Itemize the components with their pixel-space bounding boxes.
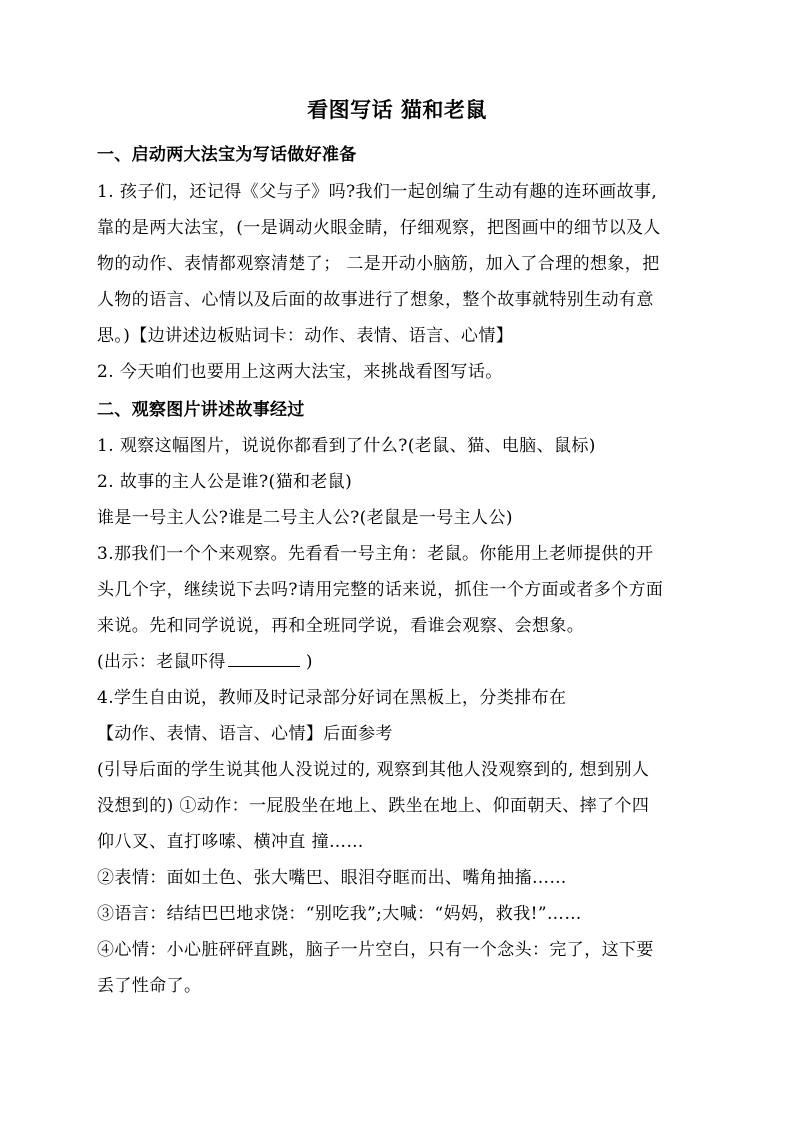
section-2-heading: 二、观察图片讲述故事经过 bbox=[97, 400, 305, 420]
prompt-prefix: (出示：老鼠吓得 bbox=[97, 652, 226, 672]
paragraph-line: 丢了性命了。 bbox=[97, 976, 202, 996]
paragraph-line: ②表情：面如土色、张大嘴巴、眼泪夺眶而出、嘴角抽搐…… bbox=[97, 868, 567, 888]
paragraph-line: (引导后面的学生说其他人没说过的, 观察到其他人没观察到的, 想到别人 bbox=[97, 760, 650, 780]
fill-in-blank bbox=[228, 652, 300, 667]
paragraph-line: ③语言：结结巴巴地求饶：“别吃我”;大喊：“妈妈，救我!”…… bbox=[97, 904, 582, 924]
prompt-line bbox=[97, 647, 313, 672]
paragraph-line: 物的动作、表情都观察清楚了； 二是开动小脑筋，加入了合理的想象，把 bbox=[97, 254, 660, 274]
paragraph-line: 人物的语言、心情以及后面的故事进行了想象，整个故事就特别生动有意 bbox=[97, 290, 654, 310]
paragraph-line: 谁是一号主人公?谁是二号主人公?(老鼠是一号主人公) bbox=[97, 508, 513, 528]
paragraph-line: 思。)【边讲述边板贴词卡：动作、表情、语言、心情】 bbox=[97, 326, 514, 346]
paragraph-line: 头几个字，继续说下去吗?请用完整的话来说，抓住一个方面或者多个方面 bbox=[97, 580, 664, 600]
paragraph-line: 1. 孩子们，还记得《父与子》吗?我们一起创编了生动有趣的连环画故事, bbox=[97, 182, 658, 202]
paragraph-line: 没想到的) ①动作：一屁股坐在地上、跌坐在地上、仰面朝天、摔了个四 bbox=[97, 796, 650, 816]
paragraph-line: 来说。先和同学说说，再和全班同学说，看谁会观察、会想象。 bbox=[97, 616, 585, 636]
paragraph-line: 3.那我们一个个来观察。先看看一号主角：老鼠。你能用上老师提供的开 bbox=[97, 544, 654, 564]
paragraph-line: 4.学生自由说，教师及时记录部分好词在黑板上，分类排布在 bbox=[97, 688, 567, 708]
paragraph-line: 1. 观察这幅图片，说说你都看到了什么?(老鼠、猫、电脑、鼠标) bbox=[97, 436, 596, 456]
paragraph-line: ④心情：小心脏砰砰直跳，脑子一片空白，只有一个念头：完了，这下要 bbox=[97, 940, 654, 960]
page-title: 看图写话 猫和老鼠 bbox=[307, 98, 487, 122]
paragraph-line: 【动作、表情、语言、心情】后面参考 bbox=[97, 724, 393, 744]
paragraph-line: 2. 今天咱们也要用上这两大法宝，来挑战看图写话。 bbox=[97, 362, 503, 382]
paragraph-line: 靠的是两大法宝，(一是调动火眼金睛，仔细观察，把图画中的细节以及人 bbox=[97, 218, 661, 238]
paragraph-line: 仰八叉、直打哆嗦、横冲直 撞…… bbox=[97, 832, 364, 852]
section-1-heading: 一、启动两大法宝为写话做好准备 bbox=[97, 145, 357, 165]
prompt-suffix: ) bbox=[305, 652, 313, 672]
paragraph-line: 2. 故事的主人公是谁?(猫和老鼠) bbox=[97, 472, 353, 492]
